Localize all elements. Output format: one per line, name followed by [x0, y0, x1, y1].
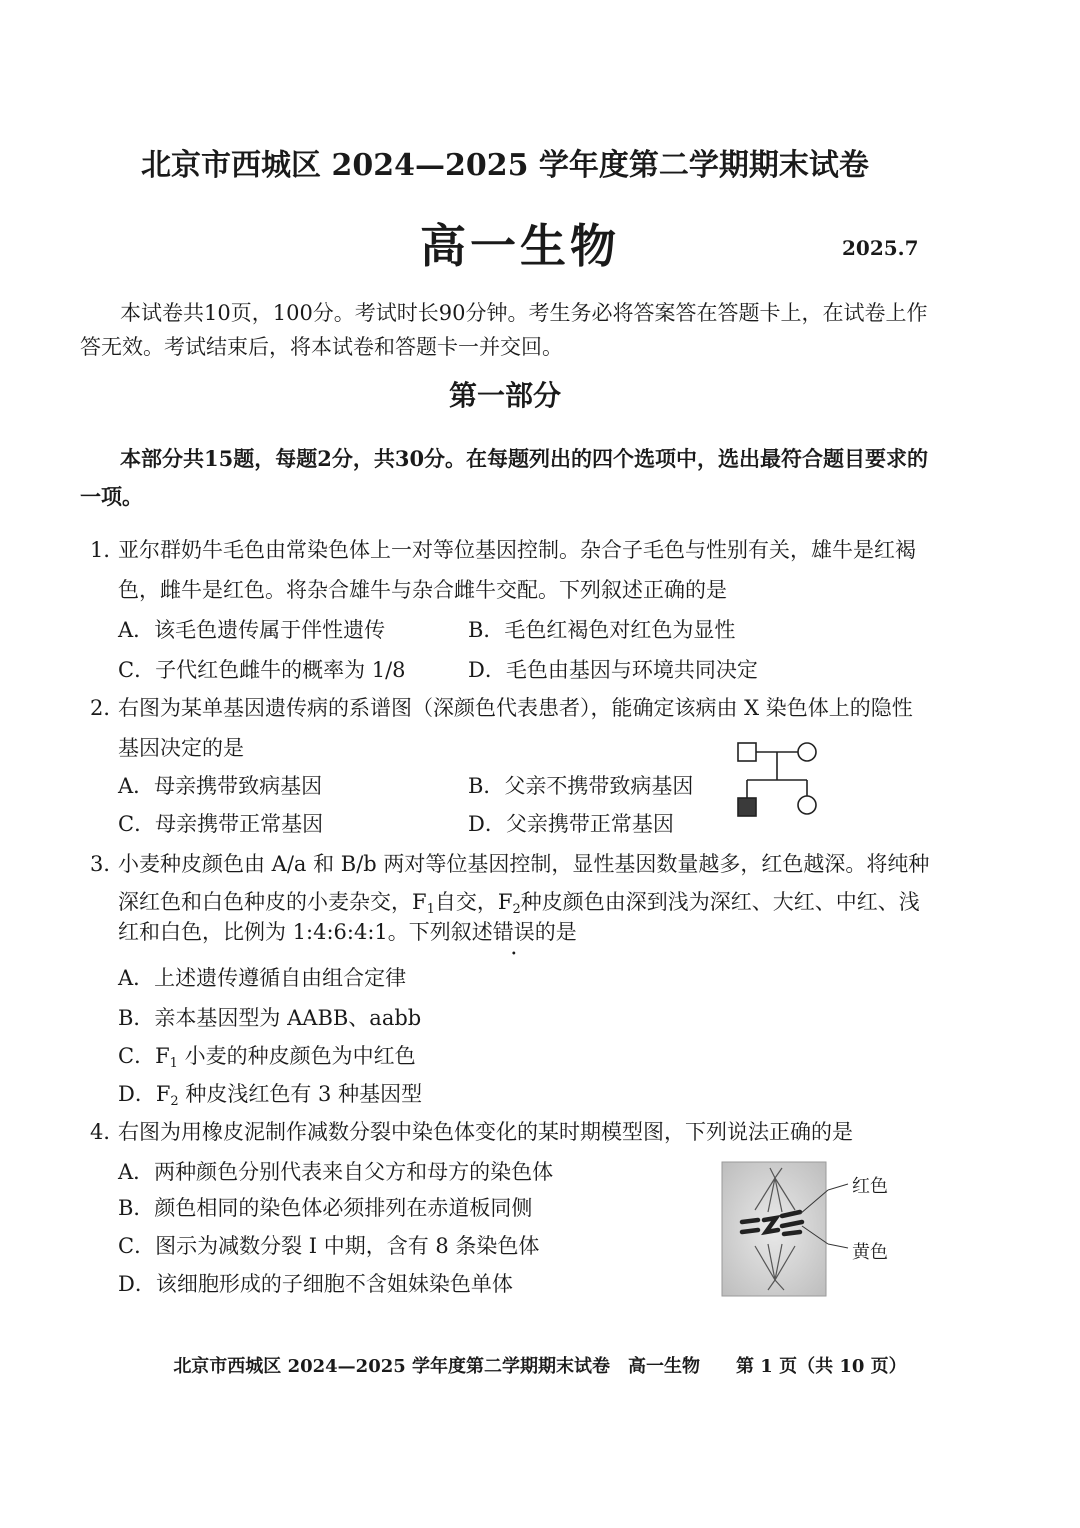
question-2-stem-line1: 右图为某单基因遗传病的系谱图（深颜色代表患者），能确定该病由 X 染色体上的隐性: [118, 696, 913, 720]
pedigree-affected-son: [738, 798, 756, 816]
exam-title: 北京市西城区 2024—2025 学年度第二学期期末试卷: [141, 148, 869, 183]
question-2-option-a: A．母亲携带致病基因: [118, 774, 323, 798]
question-4-option-a: A．两种颜色分别代表来自父方和母方的染色体: [118, 1160, 554, 1184]
label-yellow: 黄色: [852, 1242, 888, 1263]
question-3-stem-line2: 深红色和白色种皮的小麦杂交，$F_1$自交，$F_2$种皮颜色由深到浅为深红、大红、中红、浅: [118, 890, 920, 917]
question-1-option-b: B．毛色红褐色对红色为显性: [468, 618, 736, 642]
question-2-option-c: C．母亲携带正常基因: [118, 812, 324, 836]
question-3-option-a: A．上述遗传遵循自由组合定律: [118, 966, 407, 990]
question-1-number: 1．: [90, 538, 125, 562]
pedigree-mother-circle: [798, 743, 816, 761]
part-title: 第一部分: [448, 379, 561, 412]
page-footer: 北京市西城区 2024—2025 学年度第二学期期末试卷 高一生物 第 1 页（共 10 页）: [173, 1356, 907, 1377]
question-3-stem-line1: 小麦种皮颜色由 A/a 和 B/b 两对等位基因控制，显性基因数量越多，红色越深。将纯种: [118, 852, 930, 876]
question-3-option-b: B．亲本基因型为 AABB、aabb: [118, 1006, 422, 1030]
subject-title: 高一生物: [420, 219, 620, 273]
part-instructions: 本部分共15题，每题2分，共30分。在每题列出的四个选项中，选出最符合题目要求的一项。: [80, 446, 929, 509]
question-1-option-a: A．该毛色遗传属于伴性遗传: [118, 618, 386, 642]
question-2-number: 2．: [90, 696, 125, 720]
question-3-option-d: D．$F_2$ 种皮浅红色有 3 种基因型: [118, 1082, 423, 1109]
question-4-number: 4．: [90, 1120, 125, 1144]
question-2-option-b: B．父亲不携带致病基因: [468, 774, 694, 798]
question-1-stem-line1: 亚尔群奶牛毛色由常染色体上一对等位基因控制。杂合子毛色与性别有关，雄牛是红褐: [118, 538, 916, 562]
question-1-option-d: D．毛色由基因与环境共同决定: [468, 658, 758, 682]
question-4-option-d: D．该细胞形成的子细胞不含姐妹染色单体: [118, 1272, 513, 1296]
exam-date: 2025.7: [842, 236, 919, 260]
question-4-option-c: C．图示为减数分裂 I 中期，含有 8 条染色体: [118, 1234, 540, 1258]
pedigree-father-square: [738, 743, 756, 761]
question-3-stem-line3: 红和白色，比例为 1:4:6:4:1。下列叙述错误的是: [118, 916, 577, 946]
question-3-option-c: C．$F_1$ 小麦的种皮颜色为中红色: [118, 1044, 416, 1071]
question-4-option-b: B．颜色相同的染色体必须排列在赤道板同侧: [118, 1196, 533, 1220]
question-4-stem: 右图为用橡皮泥制作减数分裂中染色体变化的某时期模型图，下列说法正确的是: [118, 1120, 853, 1144]
question-2-option-d: D．父亲携带正常基因: [468, 812, 674, 836]
pedigree-diagram: [730, 738, 830, 828]
question-1-option-c: C．子代红色雌牛的概率为 1/8: [118, 658, 406, 682]
emphasis-wrong: 错误: [492, 920, 535, 944]
question-3-number: 3．: [90, 852, 125, 876]
question-2-stem-line2: 基因决定的是: [118, 736, 244, 760]
intro-text: 本试卷共10页，100分。考试时长90分钟。考生务必将答案答在答题卡上，在试卷上作答无效。考试结束后，将本试卷和答题卡一并交回。: [80, 301, 928, 359]
label-red: 红色: [852, 1176, 888, 1197]
chromosome-model-photo: [720, 1160, 830, 1300]
question-1-stem-line2: 色，雌牛是红色。将杂合雄牛与杂合雌牛交配。下列叙述正确的是: [118, 578, 727, 602]
pedigree-daughter-circle: [798, 796, 816, 814]
